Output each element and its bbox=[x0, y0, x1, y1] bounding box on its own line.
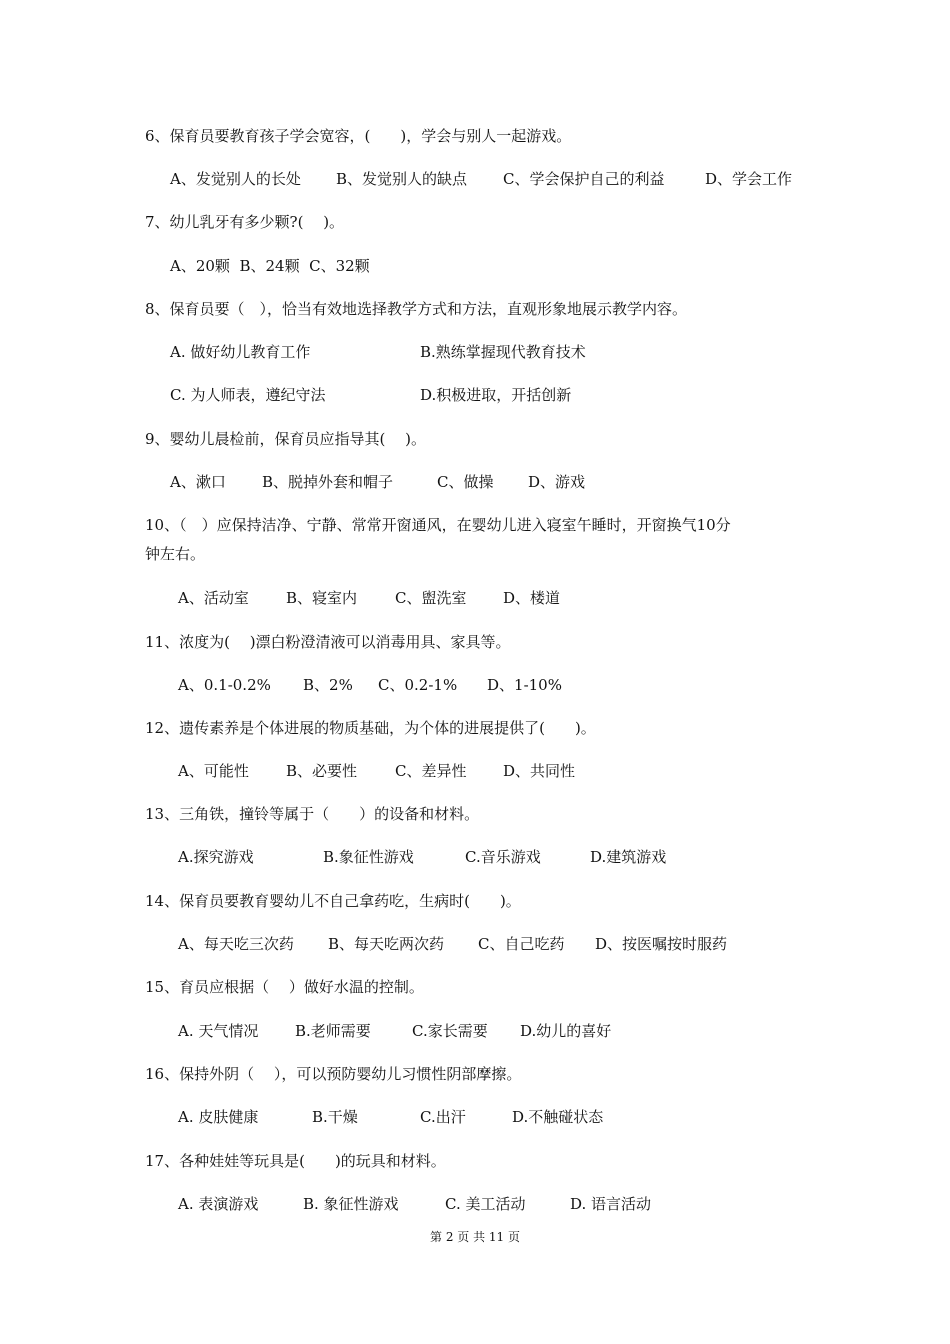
question-11: 11、浓度为( )漂白粉澄清液可以消毒用具、家具等。 bbox=[145, 633, 511, 651]
q9-option-d: D、游戏 bbox=[528, 473, 586, 491]
q11-option-b: B、2% bbox=[303, 676, 353, 694]
question-9: 9、婴幼儿晨检前，保育员应指导其( )。 bbox=[145, 430, 427, 448]
q17-option-d: D. 语言活动 bbox=[570, 1195, 652, 1213]
q13-option-a: A.探究游戏 bbox=[178, 848, 254, 866]
q8-option-d: D.积极进取，开括创新 bbox=[420, 386, 572, 404]
q11-option-a: A、0.1-0.2% bbox=[178, 676, 271, 694]
q12-option-d: D、共同性 bbox=[503, 762, 576, 780]
q16-option-d: D.不触碰状态 bbox=[512, 1108, 604, 1126]
question-15: 15、育员应根据（ ）做好水温的控制。 bbox=[145, 978, 424, 996]
q10-option-d: D、楼道 bbox=[503, 589, 561, 607]
q12-option-b: B、必要性 bbox=[286, 762, 358, 780]
q10-option-b: B、寝室内 bbox=[286, 589, 358, 607]
q16-option-b: B.干燥 bbox=[312, 1108, 358, 1126]
q14-option-b: B、每天吃两次药 bbox=[328, 935, 445, 953]
question-14: 14、保育员要教育婴幼儿不自己拿药吃，生病时( )。 bbox=[145, 892, 521, 910]
question-8: 8、保育员要（ ），恰当有效地选择教学方式和方法，直观形象地展示教学内容。 bbox=[145, 300, 688, 318]
q14-option-a: A、每天吃三次药 bbox=[178, 935, 294, 953]
page-footer: 第 2 页 共 11 页 bbox=[430, 1230, 520, 1244]
q17-option-a: A. 表演游戏 bbox=[178, 1195, 259, 1213]
q13-option-c: C.音乐游戏 bbox=[465, 848, 541, 866]
q9-option-b: B、脱掉外套和帽子 bbox=[262, 473, 394, 491]
q8-option-a: A. 做好幼儿教育工作 bbox=[170, 343, 311, 361]
q15-option-a: A. 天气情况 bbox=[178, 1022, 259, 1040]
q10-option-c: C、盥洗室 bbox=[395, 589, 467, 607]
q8-option-c: C. 为人师表，遵纪守法 bbox=[170, 386, 326, 404]
q7-options: A、20颗 B、24颗 C、32颗 bbox=[170, 257, 370, 275]
q14-option-c: C、自己吃药 bbox=[478, 935, 565, 953]
q17-option-b: B. 象征性游戏 bbox=[303, 1195, 399, 1213]
q10-option-a: A、活动室 bbox=[178, 589, 249, 607]
q13-option-b: B.象征性游戏 bbox=[323, 848, 414, 866]
q11-option-d: D、1-10% bbox=[487, 676, 562, 694]
q9-option-c: C、做操 bbox=[437, 473, 494, 491]
q16-option-a: A. 皮肤健康 bbox=[178, 1108, 259, 1126]
q12-option-a: A、可能性 bbox=[178, 762, 249, 780]
q6-option-d: D、学会工作 bbox=[705, 170, 793, 188]
question-6: 6、保育员要教育孩子学会宽容，( )，学会与别人一起游戏。 bbox=[145, 127, 572, 145]
q14-option-d: D、按医嘱按时服药 bbox=[595, 935, 728, 953]
question-12: 12、遗传素养是个体进展的物质基础，为个体的进展提供了( )。 bbox=[145, 719, 596, 737]
q11-option-c: C、0.2-1% bbox=[378, 676, 458, 694]
q17-option-c: C. 美工活动 bbox=[445, 1195, 526, 1213]
q6-option-a: A、发觉别人的长处 bbox=[170, 170, 301, 188]
q13-option-d: D.建筑游戏 bbox=[590, 848, 667, 866]
question-13: 13、三角铁，撞铃等属于（ ）的设备和材料。 bbox=[145, 805, 480, 823]
question-7: 7、幼儿乳牙有多少颗?( )。 bbox=[145, 213, 345, 231]
q8-option-b: B.熟练掌握现代教育技术 bbox=[420, 343, 586, 361]
q15-option-b: B.老师需要 bbox=[295, 1022, 371, 1040]
q15-option-d: D.幼儿的喜好 bbox=[520, 1022, 612, 1040]
question-10-line-2: 钟左右。 bbox=[145, 545, 206, 563]
q9-option-a: A、漱口 bbox=[170, 473, 226, 491]
q6-option-b: B、发觉别人的缺点 bbox=[336, 170, 468, 188]
question-17: 17、各种娃娃等玩具是( )的玩具和材料。 bbox=[145, 1152, 446, 1170]
question-10-line-1: 10、（ ）应保持洁净、宁静、常常开窗通风，在婴幼儿进入寝室午睡时，开窗换气10分 bbox=[145, 516, 731, 534]
q12-option-c: C、差异性 bbox=[395, 762, 467, 780]
q15-option-c: C.家长需要 bbox=[412, 1022, 488, 1040]
q16-option-c: C.出汗 bbox=[420, 1108, 466, 1126]
question-16: 16、保持外阴（ ），可以预防婴幼儿习惯性阴部摩擦。 bbox=[145, 1065, 522, 1083]
q6-option-c: C、学会保护自己的利益 bbox=[503, 170, 665, 188]
